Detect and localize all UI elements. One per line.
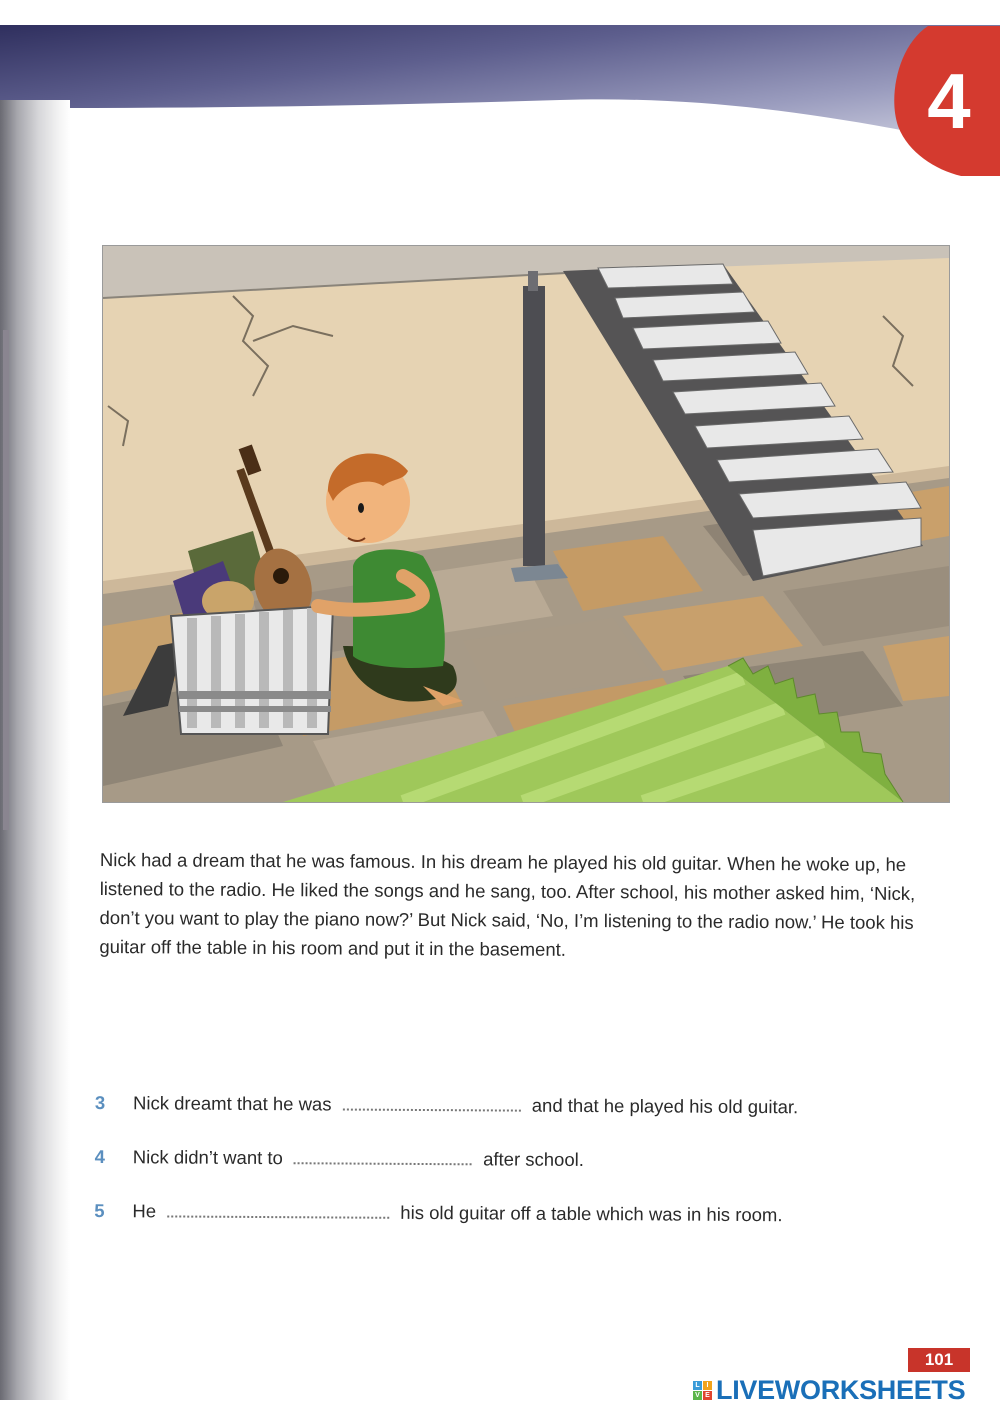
basement-illustration (102, 245, 950, 803)
unit-number: 4 (927, 56, 971, 145)
question-list (94, 1092, 955, 1259)
question-5 (94, 1200, 954, 1259)
question-text-after: after school. (483, 1148, 584, 1170)
liveworksheets-logo-icon: L I V E (693, 1381, 712, 1400)
book-spine-strip (3, 330, 9, 830)
header-band (0, 0, 1000, 175)
answer-blank-4[interactable] (294, 1148, 472, 1165)
unit-badge (888, 26, 1000, 176)
question-text-before: Nick dreamt that he was (133, 1092, 332, 1115)
question-number: 5 (94, 1199, 105, 1222)
question-text-after: and that he played his old guitar. (531, 1094, 799, 1118)
brand-text: LIVEWORKSHEETS (716, 1374, 966, 1405)
page-number: 101 (908, 1348, 970, 1372)
liveworksheets-brand[interactable] (693, 1372, 965, 1408)
book-spine-shadow (0, 100, 70, 1400)
question-number: 4 (94, 1145, 105, 1168)
answer-blank-5[interactable] (167, 1201, 389, 1218)
question-text-after: his old guitar off a table which was in his room. (400, 1201, 783, 1226)
question-text-before: He (132, 1200, 157, 1222)
story-paragraph: Nick had a dream that he was famous. In his dream he played his old guitar. When he woke up, he listened to the radio. He liked the songs and he sang, too. After school, his mother asked him, ‘Nick, don’t you want to play the piano now?’ But Nick said, ‘No, I’m listening to the radio now.’ He took his guitar off the table in his room and put it in the basement. (99, 848, 916, 960)
question-4 (94, 1146, 954, 1205)
question-number: 3 (94, 1092, 106, 1114)
question-text-before: Nick didn’t want to (132, 1146, 283, 1169)
answer-blank-3[interactable] (343, 1095, 521, 1112)
question-3 (95, 1092, 955, 1151)
